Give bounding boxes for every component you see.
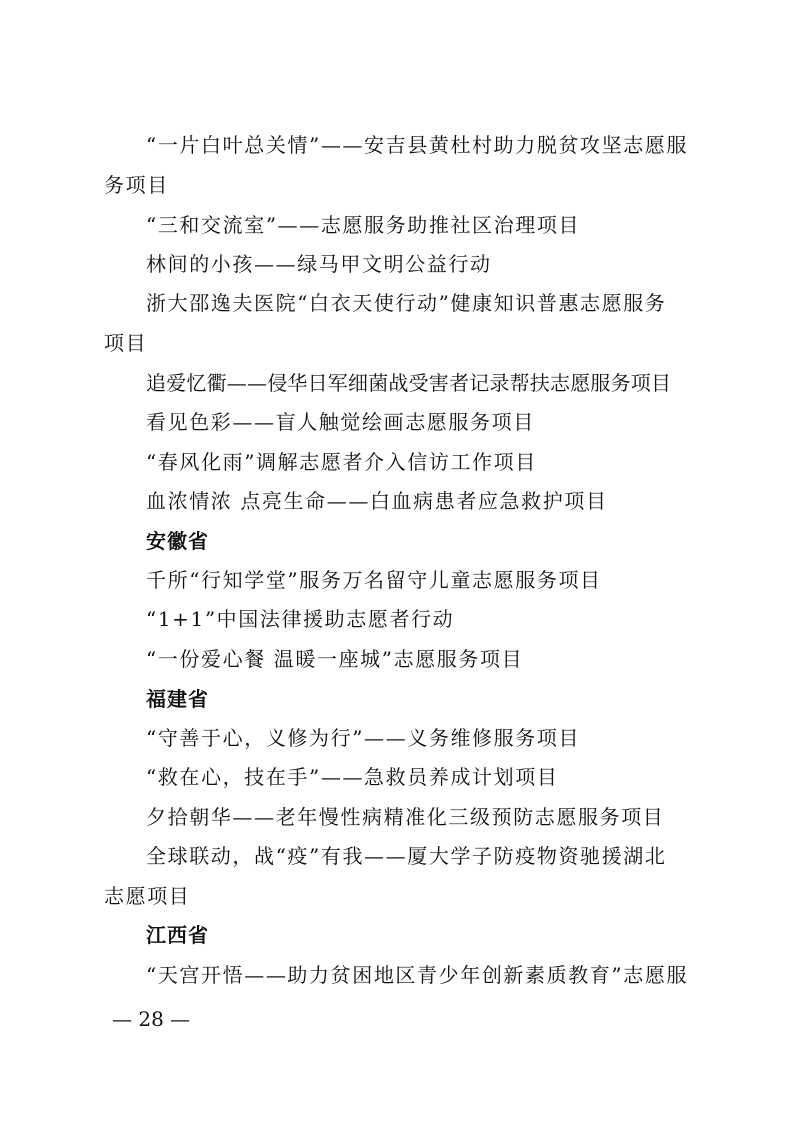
project-line: 看见色彩——盲人触觉绘画志愿服务项目 bbox=[146, 410, 535, 434]
project-line: 追爱忆衢——侵华日军细菌战受害者记录帮扶志愿服务项目 bbox=[146, 371, 672, 395]
project-line: 浙大邵逸夫医院“白衣天使行动”健康知识普惠志愿服务 bbox=[146, 291, 667, 315]
project-line: “1+1”中国法律援助志愿者行动 bbox=[146, 607, 455, 631]
project-line: 血浓情浓 点亮生命——白血病患者应急救护项目 bbox=[146, 489, 608, 513]
project-line: 全球联动，战“疫”有我——厦大学子防疫物资驰援湖北 bbox=[146, 844, 667, 868]
project-line: 夕拾朝华——老年慢性病精准化三级预防志愿服务项目 bbox=[146, 805, 665, 829]
project-line: 千所“行知学堂”服务万名留守儿童志愿服务项目 bbox=[146, 568, 602, 592]
province-heading-fujian: 福建省 bbox=[146, 687, 209, 711]
project-line: “救在心，技在手”——急救员养成计划项目 bbox=[146, 765, 559, 789]
project-line: “一份爱心餐 温暖一座城”志愿服务项目 bbox=[146, 647, 524, 671]
province-heading-jiangxi: 江西省 bbox=[146, 923, 209, 947]
project-line: “天宫开悟——助力贫困地区青少年创新素质教育”志愿服 bbox=[146, 963, 689, 987]
project-line: “春风化雨”调解志愿者介入信访工作项目 bbox=[146, 450, 537, 474]
project-line: “一片白叶总关情”——安吉县黄杜村助力脱贫攻坚志愿服 bbox=[146, 133, 689, 157]
project-line-continuation: 务项目 bbox=[104, 173, 169, 197]
province-heading-anhui: 安徽省 bbox=[146, 529, 209, 553]
project-line: 林间的小孩——绿马甲文明公益行动 bbox=[146, 252, 492, 276]
project-line-continuation: 项目 bbox=[104, 331, 148, 355]
project-line: “三和交流室”——志愿服务助推社区治理项目 bbox=[146, 213, 581, 237]
page-number: — 28 — bbox=[112, 1007, 191, 1031]
project-line-continuation: 志愿项目 bbox=[104, 884, 191, 908]
project-line: “守善于心，义修为行”——义务维修服务项目 bbox=[146, 726, 581, 750]
